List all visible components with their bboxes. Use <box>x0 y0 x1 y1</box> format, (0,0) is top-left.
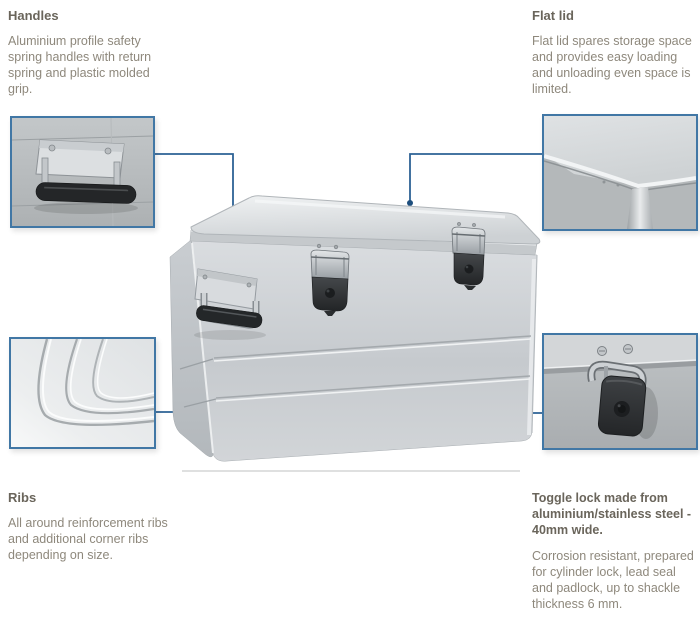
ribs-detail-image <box>9 337 156 449</box>
toggle-lock-text-block <box>532 490 698 612</box>
ribs-heading: Ribs <box>8 490 37 505</box>
flat-lid-text-block <box>532 8 700 97</box>
lock-detail-image <box>542 333 698 450</box>
handles-description: Aluminium profile safety spring handles with return spring and plastic molded grip. <box>8 34 152 96</box>
lock-detail-photo <box>544 335 696 448</box>
toggle-lock-right <box>452 222 485 290</box>
ribs-description: All around reinforcement ribs and additional corner ribs depending on size. <box>8 516 168 562</box>
lid-detail-photo <box>544 116 696 229</box>
handle-detail-photo <box>12 118 153 226</box>
handles-text-block <box>8 8 164 97</box>
aluminium-box-image <box>160 185 550 480</box>
toggle-lock-left <box>311 244 349 316</box>
handle-detail-image <box>10 116 155 228</box>
handles-heading: Handles <box>8 8 59 23</box>
toggle-lock-description: Corrosion resistant, prepared for cylinder lock, lead seal and padlock, up to shackle thickness 6 mm. <box>532 549 694 611</box>
ribs-text-block <box>8 490 186 563</box>
flat-lid-heading: Flat lid <box>532 8 574 23</box>
flat-lid-description: Flat lid spares storage space and provides easy loading and unloading even space is limited. <box>532 34 692 96</box>
ribs-detail-photo <box>11 339 154 447</box>
lid-detail-image <box>542 114 698 231</box>
toggle-lock-heading: Toggle lock made from aluminium/stainless steel - 40mm wide. <box>532 491 692 537</box>
aluminium-box-illustration <box>160 185 550 480</box>
